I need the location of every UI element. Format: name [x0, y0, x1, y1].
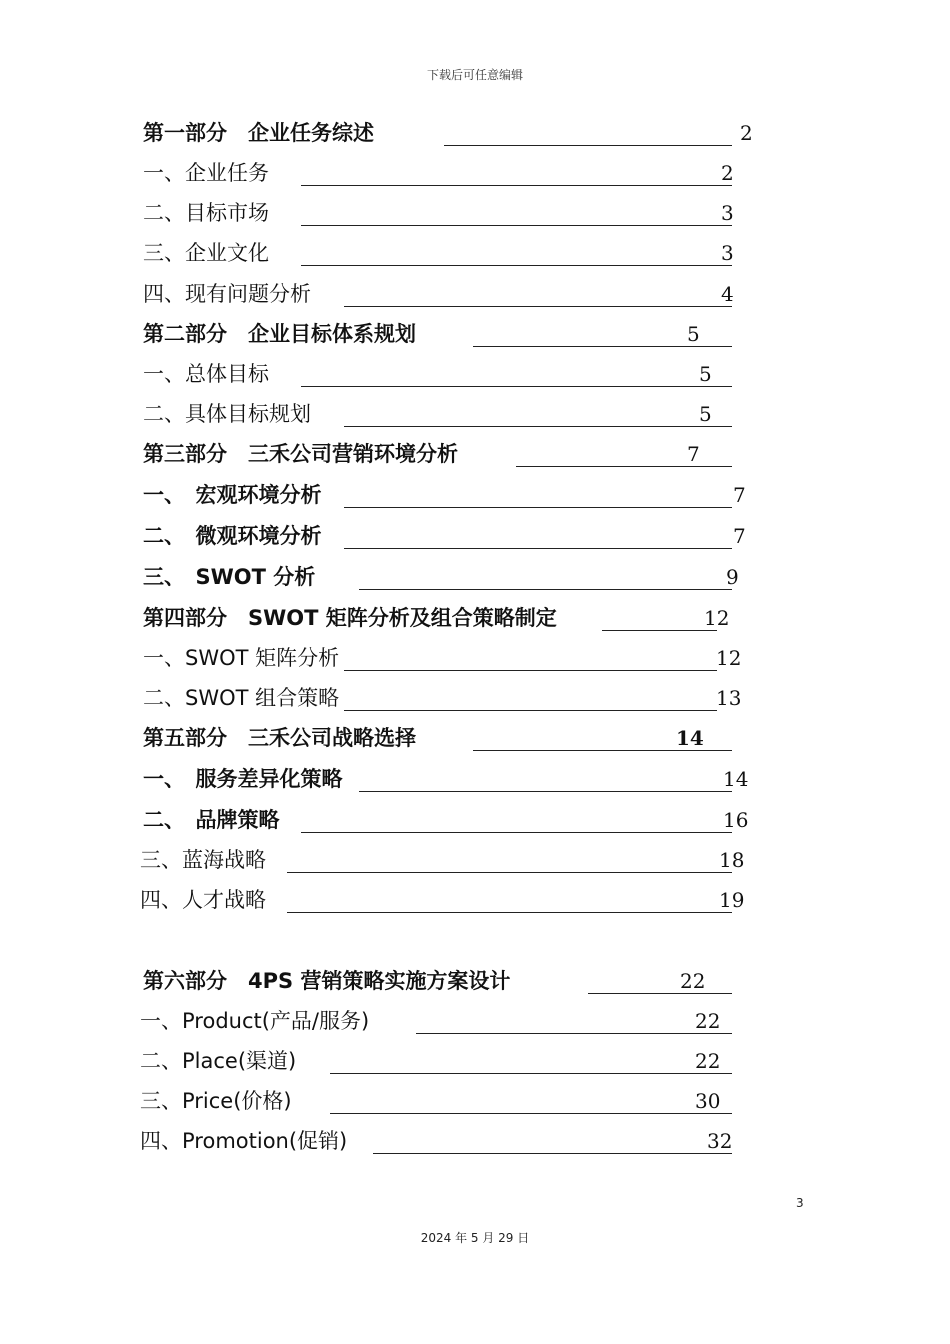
dot-leader: [330, 1113, 732, 1114]
toc-entry-label: 二、目标市场: [143, 201, 269, 225]
toc-page-number: 2: [721, 161, 734, 185]
dot-leader: [344, 670, 717, 671]
dot-leader: [301, 832, 732, 833]
toc-entry-label: 三、 SWOT 分析: [143, 565, 316, 589]
toc-entry-label: 二、 品牌策略: [143, 808, 280, 832]
toc-entry-label: 四、Promotion(促销): [140, 1129, 348, 1153]
toc-page-number: 9: [726, 565, 739, 589]
toc-page-number: 4: [721, 282, 734, 306]
toc-page-number: 30: [695, 1089, 721, 1113]
toc-entry-label: 第一部分 企业任务综述: [143, 121, 374, 145]
dot-leader: [287, 912, 732, 913]
dot-leader: [373, 1153, 732, 1154]
toc-page-number: 5: [687, 322, 700, 346]
toc-page-number: 13: [716, 686, 742, 710]
dot-leader: [344, 548, 732, 549]
toc-page-number: 2: [740, 121, 753, 145]
toc-entry-label: 一、SWOT 矩阵分析: [143, 646, 340, 670]
toc-entry-label: 三、蓝海战略: [140, 848, 266, 872]
toc-entry-label: 第四部分 SWOT 矩阵分析及组合策略制定: [143, 606, 557, 630]
page-header: 下载后可任意编辑: [426, 68, 523, 82]
toc-page-number: 7: [733, 524, 746, 548]
dot-leader: [359, 589, 732, 590]
toc-entry-label: 一、 宏观环境分析: [143, 483, 322, 507]
toc-page-number: 14: [723, 767, 749, 791]
dot-leader: [444, 145, 732, 146]
toc-page-number: 22: [695, 1049, 721, 1073]
toc-entry-label: 四、人才战略: [140, 888, 266, 912]
toc-page-number: 19: [719, 888, 745, 912]
dot-leader: [344, 507, 732, 508]
dot-leader: [359, 791, 732, 792]
dot-leader: [301, 185, 732, 186]
toc-page-number: 3: [721, 201, 734, 225]
toc-page-number: 22: [695, 1009, 721, 1033]
page-footer-date: 2024 年 5 月 29 日: [420, 1231, 530, 1245]
toc-entry-label: 二、 微观环境分析: [143, 524, 322, 548]
toc-page-number: 3: [721, 241, 734, 265]
toc-entry-label: 二、SWOT 组合策略: [143, 686, 340, 710]
toc-entry-label: 一、总体目标: [143, 362, 269, 386]
toc-entry-label: 第六部分 4PS 营销策略实施方案设计: [143, 969, 511, 993]
toc-entry-label: 第五部分 三禾公司战略选择: [143, 726, 416, 750]
dot-leader: [416, 1033, 732, 1034]
dot-leader: [588, 993, 732, 994]
toc-entry-label: 三、企业文化: [143, 241, 269, 265]
dot-leader: [344, 306, 732, 307]
toc-page-number: 18: [719, 848, 745, 872]
dot-leader: [602, 630, 717, 631]
toc-entry-label: 第二部分 企业目标体系规划: [143, 322, 416, 346]
toc-entry-label: 二、Place(渠道): [140, 1049, 297, 1073]
dot-leader: [330, 1073, 732, 1074]
toc-entry-label: 第三部分 三禾公司营销环境分析: [143, 442, 458, 466]
toc-entry-label: 一、Product(产品/服务): [140, 1009, 370, 1033]
toc-entry-label: 四、现有问题分析: [143, 282, 311, 306]
toc-page-number: 7: [687, 442, 700, 466]
toc-page-number: 12: [704, 606, 730, 630]
dot-leader: [287, 872, 732, 873]
page-number: 3: [796, 1196, 804, 1210]
toc-page-number: 5: [699, 402, 712, 426]
toc-page-number: 5: [699, 362, 712, 386]
dot-leader: [301, 265, 732, 266]
dot-leader: [301, 225, 732, 226]
toc-entry-label: 三、Price(价格): [140, 1089, 292, 1113]
dot-leader: [344, 710, 717, 711]
toc-page-number: 16: [723, 808, 749, 832]
toc-page-number: 22: [680, 969, 706, 993]
toc-entry-label: 一、 服务差异化策略: [143, 767, 343, 791]
toc-page-number: 14: [676, 726, 704, 750]
dot-leader: [344, 426, 732, 427]
toc-entry-label: 一、企业任务: [143, 161, 269, 185]
toc-page-number: 7: [733, 483, 746, 507]
dot-leader: [301, 386, 732, 387]
toc-entry-label: 二、具体目标规划: [143, 402, 311, 426]
toc-page-number: 12: [716, 646, 742, 670]
toc-page-number: 32: [707, 1129, 733, 1153]
